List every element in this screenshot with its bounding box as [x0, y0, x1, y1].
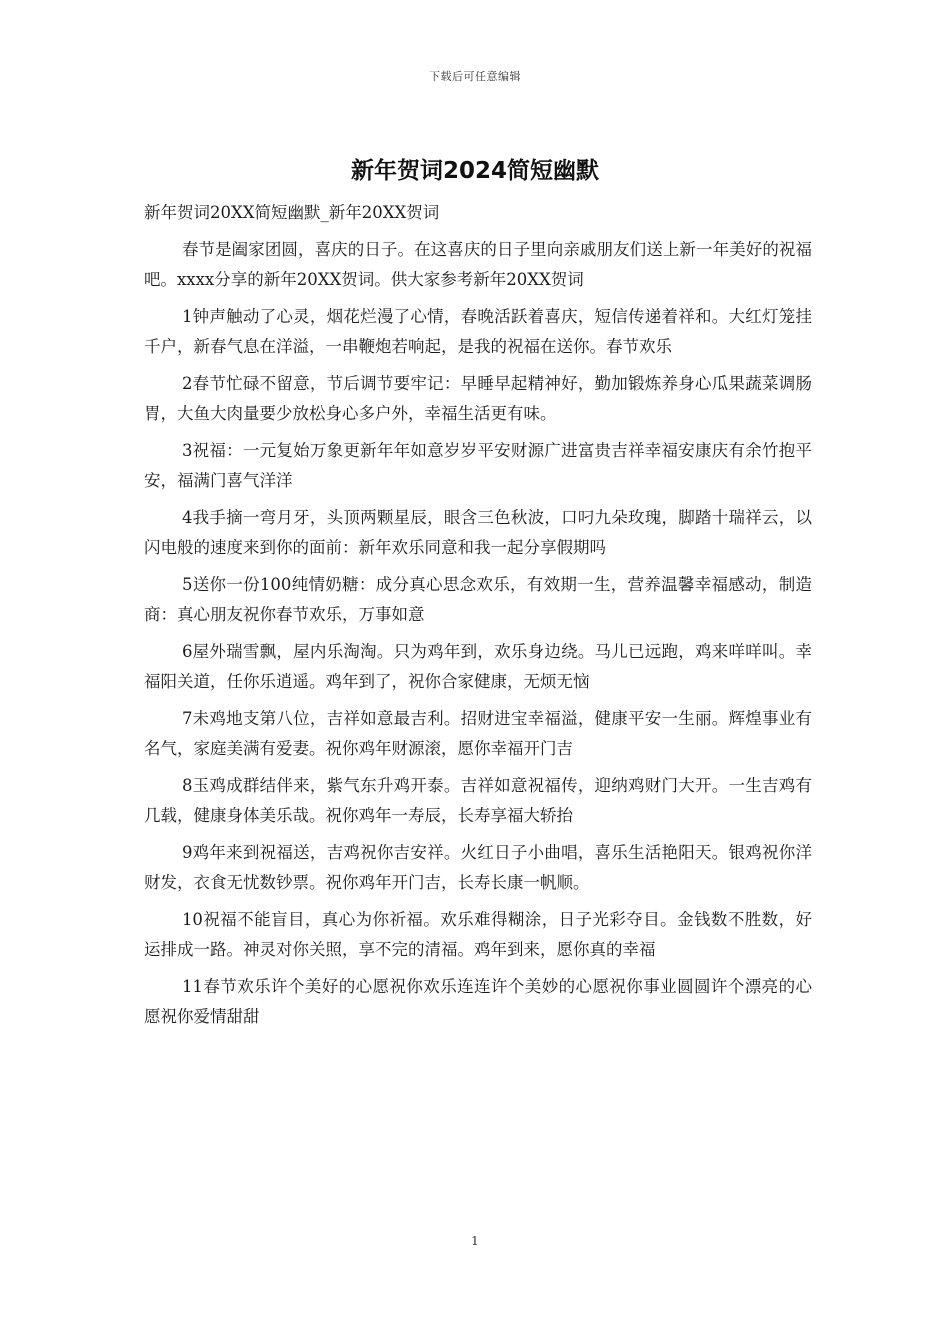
paragraph-8: 8玉鸡成群结伴来，紫气东升鸡开泰。吉祥如意祝福传，迎纳鸡财门大开。一生吉鸡有几载，健康身体美乐哉。祝你鸡年一寿辰，长寿享福大轿抬 [144, 775, 812, 825]
paragraph-7: 7未鸡地支第八位，吉祥如意最吉利。招财进宝幸福溢，健康平安一生丽。辉煌事业有名气，家庭美满有爱妻。祝你鸡年财源滚，愿你幸福开门吉 [144, 708, 812, 758]
paragraph-intro: 春节是阖家团圆，喜庆的日子。在这喜庆的日子里向亲戚朋友们送上新一年美好的祝福吧。xxxx分享的新年20XX贺词。供大家参考新年20XX贺词 [144, 239, 812, 289]
page-number: 1 [471, 1234, 479, 1248]
paragraph-5: 5送你一份100纯情奶糖：成分真心思念欢乐，有效期一生，营养温馨幸福感动，制造商：真心朋友祝你春节欢乐，万事如意 [144, 574, 812, 624]
paragraph-4: 4我手摘一弯月牙，头顶两颗星辰，眼含三色秋波，口叼九朵玫瑰，脚踏十瑞祥云，以闪电般的速度来到你的面前：新年欢乐同意和我一起分享假期吗 [144, 507, 812, 557]
paragraph-11: 11春节欢乐许个美好的心愿祝你欢乐连连许个美妙的心愿祝你事业圆圆许个漂亮的心愿祝你爱情甜甜 [144, 976, 812, 1026]
paragraph-10: 10祝福不能盲目，真心为你祈福。欢乐难得糊涂，日子光彩夺目。金钱数不胜数，好运排成一路。神灵对你关照，享不完的清福。鸡年到来，愿你真的幸福 [144, 909, 812, 959]
document-title: 新年贺词2024简短幽默 [350, 158, 599, 184]
paragraph-3: 3祝福：一元复始万象更新年年如意岁岁平安财源广进富贵吉祥幸福安康庆有余竹抱平安，福满门喜气洋洋 [144, 440, 812, 490]
paragraph-6: 6屋外瑞雪飘，屋内乐淘淘。只为鸡年到，欢乐身边绕。马儿已远跑，鸡来咩咩叫。幸福阳关道，任你乐逍遥。鸡年到了，祝你合家健康，无烦无恼 [144, 641, 812, 691]
header-note: 下载后可任意编辑 [429, 70, 521, 83]
paragraph-1: 1钟声触动了心灵，烟花烂漫了心情，春晚活跃着喜庆，短信传递着祥和。大红灯笼挂千户，新春气息在洋溢，一串鞭炮若响起，是我的祝福在送你。春节欢乐 [144, 306, 812, 356]
document-subtitle: 新年贺词20XX简短幽默_新年20XX贺词 [144, 203, 440, 222]
document-body [144, 198, 812, 1039]
paragraph-9: 9鸡年来到祝福送，吉鸡祝你吉安祥。火红日子小曲唱，喜乐生活艳阳天。银鸡祝你洋财发，衣食无忧数钞票。祝你鸡年开门吉，长寿长康一帆顺。 [144, 842, 812, 892]
paragraph-2: 2春节忙碌不留意，节后调节要牢记：早睡早起精神好，勤加锻炼养身心瓜果蔬菜调肠胃，大鱼大肉量要少放松身心多户外，幸福生活更有味。 [144, 373, 812, 423]
